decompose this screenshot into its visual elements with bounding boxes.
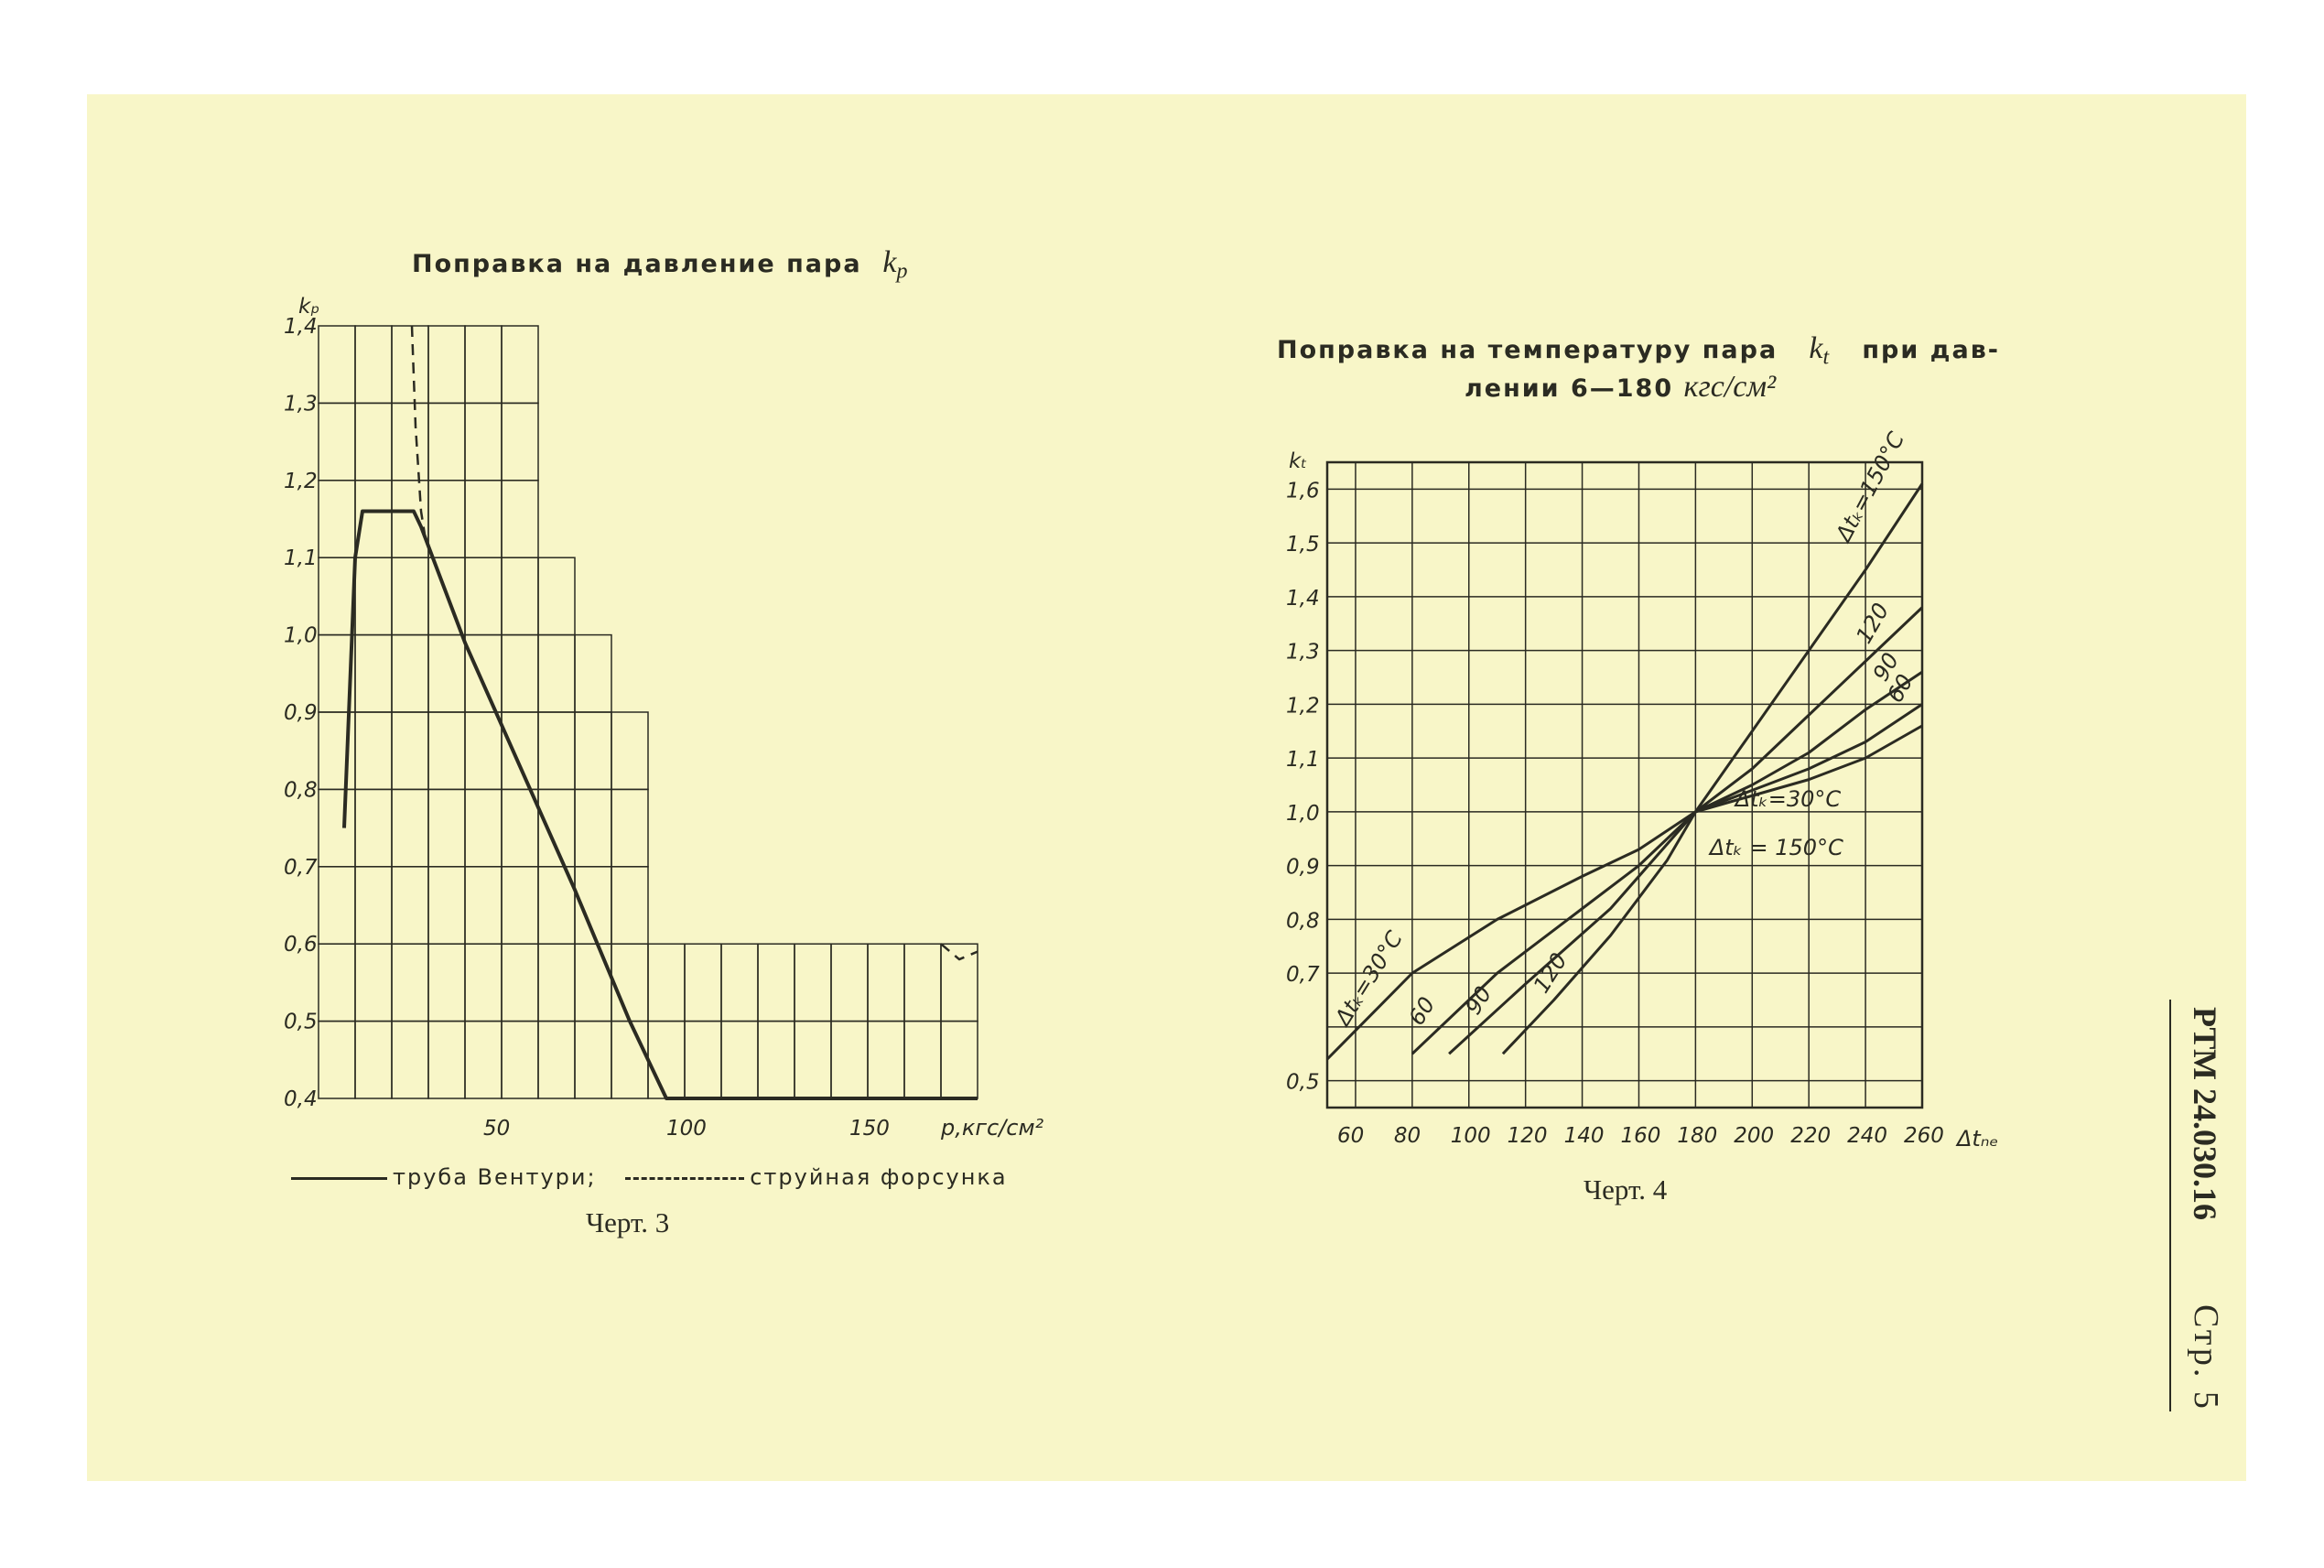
chart4-title-sub: t [1822, 345, 1832, 370]
chart3-y-tick: 0,6 [284, 933, 318, 957]
chart4-x-tick: 260 [1904, 1124, 1944, 1148]
chart4-curve-label: 60 [1403, 992, 1441, 1031]
chart4-x-tick: 200 [1734, 1124, 1775, 1148]
chart4-x-label: Δtₙₑ [1957, 1126, 1999, 1152]
chart4-y-tick: 1,0 [1286, 801, 1320, 826]
page-number: Стр. 5 [2187, 1304, 2225, 1411]
chart3-y-tick: 0,4 [284, 1087, 318, 1111]
chart4-curve-label: Δtₖ=150°С [1831, 427, 1910, 546]
chart4-x-tick: 100 [1450, 1124, 1491, 1148]
chart3-y-tick: 1,2 [284, 469, 318, 493]
chart3-y-tick: 1,0 [284, 623, 318, 648]
chart4-curve-label: 120 [1528, 948, 1573, 998]
chart4-series-lo60 [1412, 812, 1696, 1054]
chart3-title-sub: p [896, 259, 910, 284]
chart4-title-symbol: k [1809, 331, 1823, 365]
chart4-curve-label: 90 [1867, 648, 1905, 686]
legend-solid-swatch [291, 1177, 387, 1180]
chart3-x-label: p,кгс/см² [941, 1115, 1044, 1141]
chart4-title: Поправка на температуру пара $k_t$ при дав- [1277, 331, 2000, 370]
chart4-y-tick: 1,1 [1286, 748, 1320, 773]
chart3-legend [291, 1164, 1008, 1190]
chart4-y-tick: 0,8 [1286, 909, 1320, 934]
chart4-x-tick: 80 [1393, 1124, 1421, 1148]
chart3-title-symbol: k [882, 245, 897, 279]
side-divider [2169, 1000, 2171, 1411]
chart3-y-tick: 1,1 [284, 546, 318, 571]
chart4-x-tick: 60 [1336, 1124, 1365, 1148]
chart3-y-tick: 0,5 [284, 1010, 318, 1034]
chart4-curve-label: 120 [1851, 599, 1895, 648]
chart4-y-tick: 1,2 [1286, 694, 1320, 719]
document-code: РТМ 24.030.16 [2187, 1007, 2223, 1220]
chart4-curve-label: 60 [1882, 669, 1919, 708]
legend-solid-label: труба Вентури; [393, 1164, 597, 1190]
chart4-y-tick: 0,9 [1286, 855, 1320, 880]
chart4-x-tick: 160 [1620, 1124, 1661, 1148]
chart4-y-tick: 1,5 [1286, 533, 1320, 557]
chart4-x-tick: 220 [1790, 1124, 1832, 1148]
chart3-title: Поправка на давление пара $k_p$ [412, 245, 910, 284]
chart4-y-label: kₜ [1289, 449, 1308, 473]
chart4-annotation: Δtₖ = 150°С [1709, 834, 1843, 860]
chart4-x-tick: 120 [1507, 1124, 1548, 1148]
chart4-title-unit: кгс/см² [1683, 370, 1777, 404]
chart3-y-tick: 0,8 [284, 778, 318, 803]
chart4-caption: Черт. 4 [1584, 1173, 1668, 1206]
chart4-series-lo120 [1503, 812, 1695, 1054]
chart4-x-tick: 240 [1847, 1124, 1888, 1148]
chart4-annotation: Δtₖ=30°С [1735, 786, 1842, 812]
chart3-x-tick: 50 [483, 1117, 511, 1141]
chart4-x-tick: 180 [1677, 1124, 1718, 1148]
chart4-title-line2: лении 6—180 кгс/см² [1465, 370, 1777, 404]
chart4-y-tick: 1,6 [1286, 479, 1320, 503]
chart4-curve-label: 90 [1460, 981, 1497, 1020]
legend-dashed-swatch [625, 1177, 744, 1180]
legend-dashed-label: струйная форсунка [750, 1164, 1008, 1190]
chart3-x-tick: 150 [849, 1117, 890, 1141]
chart4-curve-label: Δtₖ=30°С [1330, 926, 1408, 1031]
chart4-y-tick: 0,7 [1286, 963, 1320, 988]
chart3-y-tick: 1,4 [284, 315, 318, 339]
chart3-x-tick: 100 [666, 1117, 707, 1141]
chart3-y-tick: 0,7 [284, 855, 318, 880]
chart3-caption: Черт. 3 [586, 1206, 670, 1238]
chart4-y-tick: 1,4 [1286, 586, 1320, 611]
chart4-y-tick: 1,3 [1286, 640, 1320, 665]
chart4-y-tick: 0,5 [1286, 1070, 1320, 1095]
chart4-x-tick: 140 [1563, 1124, 1605, 1148]
chart3-y-tick: 1,3 [284, 392, 318, 416]
chart3-y-label: kₚ [298, 295, 320, 319]
chart3-y-tick: 0,9 [284, 701, 318, 725]
